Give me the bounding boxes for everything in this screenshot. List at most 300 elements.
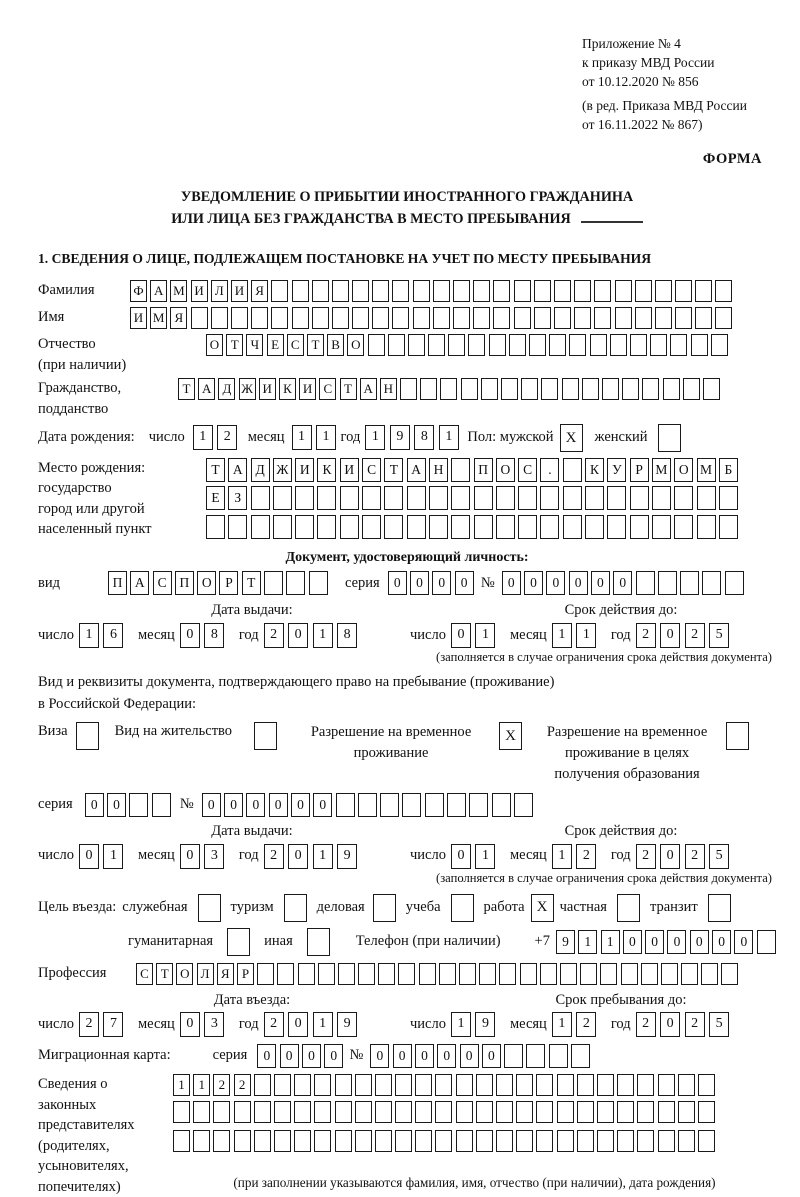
char-box[interactable] <box>413 280 430 302</box>
char-box[interactable] <box>585 486 604 510</box>
char-box[interactable] <box>439 963 456 985</box>
char-box[interactable] <box>384 486 403 510</box>
char-box[interactable]: С <box>287 334 304 356</box>
char-box[interactable] <box>392 307 409 329</box>
char-box[interactable]: 8 <box>414 425 434 450</box>
char-box[interactable]: А <box>228 458 247 482</box>
char-box[interactable] <box>554 307 571 329</box>
char-box[interactable] <box>451 458 470 482</box>
char-box[interactable] <box>577 1074 594 1096</box>
char-box[interactable] <box>549 1044 568 1068</box>
char-box[interactable] <box>695 280 712 302</box>
char-box[interactable]: Т <box>384 458 403 482</box>
char-box[interactable] <box>384 515 403 539</box>
char-box[interactable] <box>309 571 328 595</box>
char-box[interactable]: 0 <box>660 623 680 648</box>
char-box[interactable]: А <box>130 571 149 595</box>
char-box[interactable] <box>193 1130 210 1152</box>
checkbox[interactable] <box>617 894 640 922</box>
char-box[interactable] <box>674 486 693 510</box>
char-box[interactable] <box>496 1101 513 1123</box>
char-box[interactable]: 0 <box>455 571 474 595</box>
char-box[interactable]: Ж <box>239 378 256 400</box>
char-box[interactable]: 1 <box>601 930 620 954</box>
char-box[interactable] <box>251 307 268 329</box>
char-box[interactable] <box>663 378 680 400</box>
char-box[interactable]: 0 <box>524 571 543 595</box>
char-box[interactable] <box>516 1130 533 1152</box>
char-box[interactable]: 2 <box>685 623 705 648</box>
char-box[interactable]: 0 <box>302 1044 321 1068</box>
char-box[interactable]: Е <box>206 486 225 510</box>
char-box[interactable]: 9 <box>337 844 357 869</box>
char-box[interactable] <box>540 515 559 539</box>
char-box[interactable] <box>295 486 314 510</box>
char-box[interactable] <box>413 307 430 329</box>
char-box[interactable] <box>173 1101 190 1123</box>
char-box[interactable]: А <box>150 280 167 302</box>
char-box[interactable] <box>521 378 538 400</box>
char-box[interactable] <box>425 793 444 817</box>
char-box[interactable] <box>580 963 597 985</box>
char-box[interactable]: 0 <box>660 844 680 869</box>
char-box[interactable] <box>504 1044 523 1068</box>
char-box[interactable]: И <box>295 458 314 482</box>
char-box[interactable]: 0 <box>410 571 429 595</box>
char-box[interactable] <box>590 334 607 356</box>
char-box[interactable] <box>251 486 270 510</box>
char-box[interactable]: 0 <box>370 1044 389 1068</box>
char-box[interactable]: 2 <box>636 844 656 869</box>
char-box[interactable] <box>298 963 315 985</box>
char-box[interactable] <box>473 307 490 329</box>
char-box[interactable] <box>336 793 355 817</box>
char-box[interactable] <box>534 307 551 329</box>
char-box[interactable]: И <box>259 378 276 400</box>
char-box[interactable]: 1 <box>451 1012 471 1037</box>
char-box[interactable]: 1 <box>313 623 333 648</box>
char-box[interactable]: 2 <box>636 623 656 648</box>
char-box[interactable] <box>476 1130 493 1152</box>
char-box[interactable]: 0 <box>180 623 200 648</box>
char-box[interactable] <box>395 1074 412 1096</box>
char-box[interactable] <box>378 963 395 985</box>
char-box[interactable] <box>492 793 511 817</box>
char-box[interactable] <box>318 963 335 985</box>
char-box[interactable]: 0 <box>291 793 310 817</box>
char-box[interactable] <box>563 515 582 539</box>
checkbox[interactable] <box>658 424 681 452</box>
char-box[interactable] <box>680 571 699 595</box>
char-box[interactable]: У <box>607 458 626 482</box>
char-box[interactable] <box>725 571 744 595</box>
char-box[interactable] <box>658 1130 675 1152</box>
char-box[interactable]: 6 <box>103 623 123 648</box>
checkbox[interactable] <box>726 722 749 750</box>
char-box[interactable] <box>518 515 537 539</box>
char-box[interactable]: 0 <box>451 623 471 648</box>
char-box[interactable] <box>317 515 336 539</box>
char-box[interactable] <box>489 334 506 356</box>
char-box[interactable] <box>420 378 437 400</box>
char-box[interactable] <box>395 1130 412 1152</box>
char-box[interactable]: 0 <box>482 1044 501 1068</box>
char-box[interactable] <box>257 963 274 985</box>
char-box[interactable] <box>191 307 208 329</box>
char-box[interactable] <box>534 280 551 302</box>
checkbox[interactable] <box>227 928 250 956</box>
char-box[interactable] <box>562 378 579 400</box>
char-box[interactable] <box>461 378 478 400</box>
char-box[interactable] <box>456 1101 473 1123</box>
char-box[interactable]: И <box>340 458 359 482</box>
char-box[interactable]: 8 <box>337 623 357 648</box>
char-box[interactable] <box>362 515 381 539</box>
char-box[interactable] <box>294 1101 311 1123</box>
char-box[interactable] <box>501 378 518 400</box>
char-box[interactable] <box>479 963 496 985</box>
char-box[interactable]: 0 <box>107 793 126 817</box>
char-box[interactable] <box>563 486 582 510</box>
char-box[interactable] <box>355 1101 372 1123</box>
char-box[interactable]: М <box>697 458 716 482</box>
char-box[interactable] <box>540 963 557 985</box>
char-box[interactable]: 1 <box>173 1074 190 1096</box>
char-box[interactable] <box>456 1074 473 1096</box>
checkbox[interactable]: X <box>560 424 583 452</box>
char-box[interactable]: Л <box>197 963 214 985</box>
char-box[interactable] <box>678 1130 695 1152</box>
char-box[interactable]: 0 <box>246 793 265 817</box>
char-box[interactable]: 1 <box>316 425 336 450</box>
char-box[interactable]: Ч <box>246 334 263 356</box>
char-box[interactable] <box>670 334 687 356</box>
char-box[interactable] <box>456 1130 473 1152</box>
char-box[interactable] <box>691 334 708 356</box>
char-box[interactable] <box>514 793 533 817</box>
char-box[interactable]: 2 <box>264 1012 284 1037</box>
char-box[interactable] <box>496 486 515 510</box>
char-box[interactable] <box>400 378 417 400</box>
char-box[interactable] <box>314 1101 331 1123</box>
char-box[interactable] <box>453 280 470 302</box>
char-box[interactable] <box>514 280 531 302</box>
char-box[interactable]: С <box>153 571 172 595</box>
char-box[interactable] <box>698 1130 715 1152</box>
char-box[interactable] <box>600 963 617 985</box>
char-box[interactable] <box>597 1101 614 1123</box>
char-box[interactable]: А <box>198 378 215 400</box>
char-box[interactable]: 1 <box>193 1074 210 1096</box>
char-box[interactable]: З <box>228 486 247 510</box>
char-box[interactable] <box>536 1101 553 1123</box>
char-box[interactable] <box>375 1074 392 1096</box>
char-box[interactable] <box>496 1074 513 1096</box>
checkbox[interactable] <box>76 722 99 750</box>
char-box[interactable]: 0 <box>288 844 308 869</box>
char-box[interactable]: Я <box>217 963 234 985</box>
char-box[interactable] <box>459 963 476 985</box>
char-box[interactable] <box>358 963 375 985</box>
char-box[interactable] <box>721 963 738 985</box>
char-box[interactable] <box>428 334 445 356</box>
char-box[interactable] <box>607 515 626 539</box>
char-box[interactable] <box>678 1101 695 1123</box>
char-box[interactable] <box>549 334 566 356</box>
char-box[interactable]: 2 <box>213 1074 230 1096</box>
char-box[interactable]: М <box>150 307 167 329</box>
char-box[interactable]: 3 <box>204 844 224 869</box>
char-box[interactable] <box>554 280 571 302</box>
char-box[interactable] <box>228 515 247 539</box>
char-box[interactable] <box>429 515 448 539</box>
char-box[interactable] <box>451 486 470 510</box>
char-box[interactable] <box>557 1130 574 1152</box>
char-box[interactable] <box>254 1074 271 1096</box>
char-box[interactable] <box>518 486 537 510</box>
char-box[interactable] <box>514 307 531 329</box>
char-box[interactable]: О <box>176 963 193 985</box>
char-box[interactable]: 0 <box>180 1012 200 1037</box>
char-box[interactable] <box>637 1130 654 1152</box>
char-box[interactable]: А <box>407 458 426 482</box>
char-box[interactable] <box>697 515 716 539</box>
char-box[interactable] <box>372 280 389 302</box>
char-box[interactable] <box>402 793 421 817</box>
char-box[interactable] <box>630 515 649 539</box>
char-box[interactable] <box>317 486 336 510</box>
char-box[interactable]: 0 <box>623 930 642 954</box>
char-box[interactable]: В <box>327 334 344 356</box>
char-box[interactable]: 2 <box>264 844 284 869</box>
char-box[interactable] <box>407 515 426 539</box>
char-box[interactable] <box>574 280 591 302</box>
checkbox[interactable]: X <box>531 894 554 922</box>
char-box[interactable]: Р <box>630 458 649 482</box>
char-box[interactable]: 0 <box>202 793 221 817</box>
char-box[interactable]: М <box>652 458 671 482</box>
char-box[interactable]: 1 <box>313 1012 333 1037</box>
char-box[interactable]: Я <box>251 280 268 302</box>
char-box[interactable]: 0 <box>502 571 521 595</box>
char-box[interactable] <box>368 334 385 356</box>
char-box[interactable]: 0 <box>645 930 664 954</box>
char-box[interactable] <box>440 378 457 400</box>
char-box[interactable] <box>271 280 288 302</box>
char-box[interactable]: П <box>108 571 127 595</box>
char-box[interactable] <box>637 1101 654 1123</box>
char-box[interactable]: К <box>317 458 336 482</box>
checkbox[interactable] <box>373 894 396 922</box>
char-box[interactable]: Я <box>170 307 187 329</box>
char-box[interactable]: 5 <box>709 1012 729 1037</box>
char-box[interactable]: С <box>362 458 381 482</box>
char-box[interactable]: Ж <box>273 458 292 482</box>
char-box[interactable] <box>211 307 228 329</box>
char-box[interactable] <box>560 963 577 985</box>
char-box[interactable] <box>481 378 498 400</box>
char-box[interactable] <box>594 280 611 302</box>
char-box[interactable] <box>340 486 359 510</box>
char-box[interactable] <box>277 963 294 985</box>
char-box[interactable] <box>352 280 369 302</box>
char-box[interactable]: 0 <box>257 1044 276 1068</box>
char-box[interactable]: 2 <box>685 1012 705 1037</box>
char-box[interactable] <box>173 1130 190 1152</box>
char-box[interactable]: 0 <box>690 930 709 954</box>
char-box[interactable] <box>468 334 485 356</box>
char-box[interactable] <box>496 515 515 539</box>
char-box[interactable]: 3 <box>204 1012 224 1037</box>
char-box[interactable] <box>375 1130 392 1152</box>
char-box[interactable] <box>695 307 712 329</box>
char-box[interactable] <box>271 307 288 329</box>
char-box[interactable]: 2 <box>685 844 705 869</box>
char-box[interactable] <box>294 1130 311 1152</box>
char-box[interactable]: 1 <box>552 623 572 648</box>
char-box[interactable] <box>585 515 604 539</box>
char-box[interactable] <box>702 571 721 595</box>
char-box[interactable] <box>701 963 718 985</box>
char-box[interactable] <box>408 334 425 356</box>
char-box[interactable] <box>635 280 652 302</box>
char-box[interactable]: 0 <box>388 571 407 595</box>
char-box[interactable] <box>314 1074 331 1096</box>
char-box[interactable]: 0 <box>280 1044 299 1068</box>
char-box[interactable]: 0 <box>288 1012 308 1037</box>
char-box[interactable]: 0 <box>591 571 610 595</box>
char-box[interactable]: 1 <box>103 844 123 869</box>
char-box[interactable]: О <box>197 571 216 595</box>
char-box[interactable] <box>355 1130 372 1152</box>
char-box[interactable]: 0 <box>85 793 104 817</box>
char-box[interactable] <box>435 1074 452 1096</box>
char-box[interactable] <box>675 280 692 302</box>
char-box[interactable] <box>617 1130 634 1152</box>
char-box[interactable]: И <box>299 378 316 400</box>
char-box[interactable] <box>711 334 728 356</box>
char-box[interactable]: . <box>540 458 559 482</box>
char-box[interactable] <box>380 793 399 817</box>
char-box[interactable] <box>652 515 671 539</box>
char-box[interactable] <box>476 1101 493 1123</box>
char-box[interactable] <box>340 515 359 539</box>
char-box[interactable] <box>675 307 692 329</box>
char-box[interactable] <box>577 1101 594 1123</box>
char-box[interactable] <box>652 486 671 510</box>
char-box[interactable] <box>429 486 448 510</box>
char-box[interactable] <box>332 280 349 302</box>
char-box[interactable] <box>678 1074 695 1096</box>
char-box[interactable] <box>571 1044 590 1068</box>
char-box[interactable]: Б <box>719 458 738 482</box>
char-box[interactable]: П <box>175 571 194 595</box>
char-box[interactable] <box>213 1130 230 1152</box>
char-box[interactable]: О <box>206 334 223 356</box>
char-box[interactable] <box>529 334 546 356</box>
char-box[interactable] <box>658 571 677 595</box>
char-box[interactable] <box>274 1130 291 1152</box>
char-box[interactable] <box>719 486 738 510</box>
char-box[interactable] <box>536 1130 553 1152</box>
char-box[interactable] <box>582 378 599 400</box>
char-box[interactable] <box>658 1101 675 1123</box>
char-box[interactable]: 0 <box>451 844 471 869</box>
char-box[interactable]: П <box>474 458 493 482</box>
char-box[interactable] <box>292 280 309 302</box>
char-box[interactable]: И <box>130 307 147 329</box>
char-box[interactable] <box>286 571 305 595</box>
char-box[interactable]: 9 <box>390 425 410 450</box>
char-box[interactable] <box>621 963 638 985</box>
char-box[interactable]: 0 <box>546 571 565 595</box>
checkbox[interactable] <box>708 894 731 922</box>
char-box[interactable] <box>610 334 627 356</box>
char-box[interactable]: К <box>279 378 296 400</box>
char-box[interactable]: 0 <box>180 844 200 869</box>
char-box[interactable] <box>557 1101 574 1123</box>
char-box[interactable] <box>637 1074 654 1096</box>
char-box[interactable] <box>392 280 409 302</box>
char-box[interactable] <box>362 486 381 510</box>
char-box[interactable]: Н <box>380 378 397 400</box>
char-box[interactable] <box>622 378 639 400</box>
char-box[interactable]: Т <box>206 458 225 482</box>
checkbox[interactable] <box>254 722 277 750</box>
char-box[interactable] <box>698 1074 715 1096</box>
char-box[interactable] <box>683 378 700 400</box>
char-box[interactable]: 5 <box>709 844 729 869</box>
char-box[interactable]: Т <box>307 334 324 356</box>
char-box[interactable] <box>273 515 292 539</box>
char-box[interactable] <box>264 571 283 595</box>
char-box[interactable]: И <box>231 280 248 302</box>
char-box[interactable]: 0 <box>393 1044 412 1068</box>
char-box[interactable] <box>617 1101 634 1123</box>
char-box[interactable]: О <box>496 458 515 482</box>
char-box[interactable]: 0 <box>437 1044 456 1068</box>
char-box[interactable]: Р <box>237 963 254 985</box>
char-box[interactable]: 1 <box>79 623 99 648</box>
char-box[interactable] <box>254 1101 271 1123</box>
char-box[interactable]: 0 <box>569 571 588 595</box>
char-box[interactable]: С <box>319 378 336 400</box>
checkbox[interactable] <box>307 928 330 956</box>
char-box[interactable]: 2 <box>264 623 284 648</box>
char-box[interactable]: 2 <box>576 844 596 869</box>
char-box[interactable] <box>435 1130 452 1152</box>
checkbox[interactable] <box>284 894 307 922</box>
char-box[interactable] <box>332 307 349 329</box>
char-box[interactable]: 0 <box>324 1044 343 1068</box>
char-box[interactable] <box>650 334 667 356</box>
char-box[interactable] <box>375 1101 392 1123</box>
char-box[interactable] <box>274 1074 291 1096</box>
char-box[interactable]: 0 <box>79 844 99 869</box>
char-box[interactable] <box>435 1101 452 1123</box>
char-box[interactable]: 0 <box>734 930 753 954</box>
char-box[interactable] <box>292 307 309 329</box>
checkbox[interactable] <box>198 894 221 922</box>
char-box[interactable]: М <box>170 280 187 302</box>
char-box[interactable] <box>415 1074 432 1096</box>
char-box[interactable] <box>358 793 377 817</box>
char-box[interactable]: 1 <box>578 930 597 954</box>
char-box[interactable]: С <box>518 458 537 482</box>
char-box[interactable] <box>453 307 470 329</box>
char-box[interactable] <box>509 334 526 356</box>
checkbox[interactable] <box>451 894 474 922</box>
